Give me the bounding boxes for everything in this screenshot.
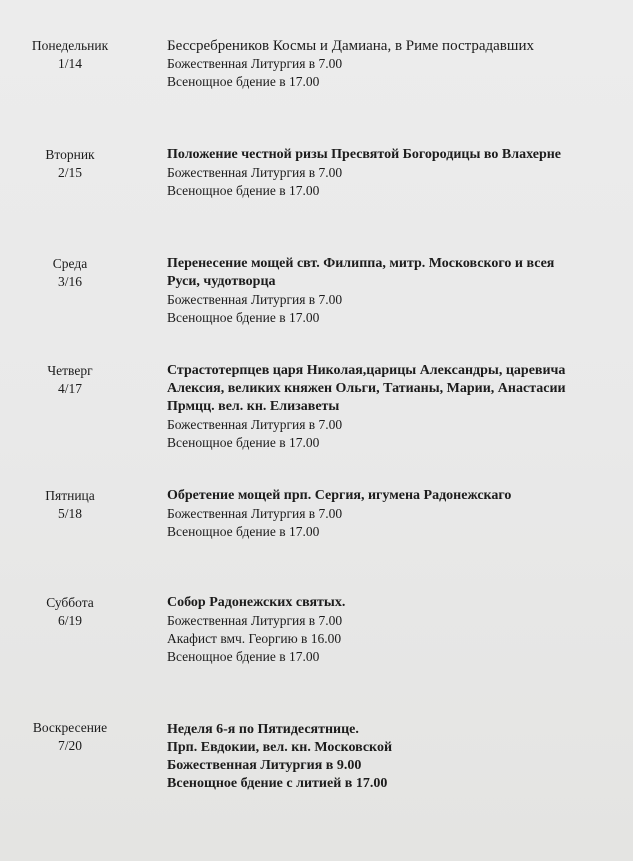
day-date: 7/20 (57, 738, 82, 753)
service-line: Всенощное бдение в 17.00 (167, 649, 320, 664)
service-line: Всенощное бдение в 17.00 (167, 183, 320, 198)
feast-title: Страстотерпцев царя Николая,царицы Александры, царевича (167, 363, 566, 378)
service-line: Божественная Литургия в 7.00 (167, 165, 343, 180)
day-content (167, 255, 627, 327)
feast-title: Прп. Евдокии, вел. кн. Московской (167, 740, 393, 755)
day-content (167, 362, 627, 452)
feast-title: Собор Радонежских святых. (167, 595, 346, 610)
day-content (167, 594, 627, 666)
day-date-column (18, 255, 122, 291)
feast-title: Алексия, великих княжен Ольги, Татианы, Марии, Анастасии (167, 381, 566, 396)
day-content (167, 487, 627, 541)
day-name: Четверг (47, 363, 93, 378)
feast-title: Положение честной ризы Пресвятой Богородицы во Влахерне (167, 147, 562, 162)
day-content (167, 146, 627, 200)
day-date-column (18, 146, 122, 182)
service-line: Божественная Литургия в 7.00 (167, 506, 343, 521)
service-line-bold: Божественная Литургия в 9.00 (167, 758, 362, 773)
feast-title: Бессребреников Космы и Дамиана, в Риме пострадавших (167, 38, 534, 54)
service-line: Всенощное бдение в 17.00 (167, 74, 320, 89)
day-content (167, 721, 627, 793)
day-date: 1/14 (57, 56, 82, 71)
day-date: 6/19 (57, 613, 82, 628)
day-date-column (18, 719, 122, 755)
day-date-column (18, 37, 122, 73)
day-date-column (18, 362, 122, 398)
service-line: Всенощное бдение в 17.00 (167, 435, 320, 450)
day-name: Воскресение (32, 720, 108, 735)
day-date: 2/15 (57, 165, 82, 180)
feast-title: Неделя 6-я по Пятидесятнице. (167, 722, 359, 737)
service-line: Всенощное бдение в 17.00 (167, 524, 320, 539)
day-name: Вторник (45, 147, 95, 162)
service-line-bold: Всенощное бдение с литией в 17.00 (167, 776, 388, 791)
feast-title: Перенесение мощей свт. Филиппа, митр. Московского и всея (167, 256, 555, 271)
service-line: Всенощное бдение в 17.00 (167, 310, 320, 325)
day-date-column (18, 487, 122, 523)
service-line: Божественная Литургия в 7.00 (167, 56, 343, 71)
service-line: Божественная Литургия в 7.00 (167, 613, 343, 628)
day-date: 4/17 (57, 381, 82, 396)
day-date: 3/16 (57, 274, 82, 289)
service-line: Божественная Литургия в 7.00 (167, 292, 343, 307)
service-line: Божественная Литургия в 7.00 (167, 417, 343, 432)
feast-title: Руси, чудотворца (167, 274, 276, 289)
day-name: Понедельник (31, 38, 109, 53)
day-content (167, 37, 627, 91)
day-name: Среда (52, 256, 88, 271)
day-date: 5/18 (57, 506, 82, 521)
day-name: Пятница (45, 488, 95, 503)
feast-title: Обретение мощей прп. Сергия, игумена Радонежскаго (167, 488, 512, 503)
service-line: Акафист вмч. Георгию в 16.00 (167, 631, 342, 646)
day-date-column (18, 594, 122, 630)
feast-title: Прмцц. вел. кн. Елизаветы (167, 399, 340, 414)
day-name: Суббота (46, 595, 94, 610)
